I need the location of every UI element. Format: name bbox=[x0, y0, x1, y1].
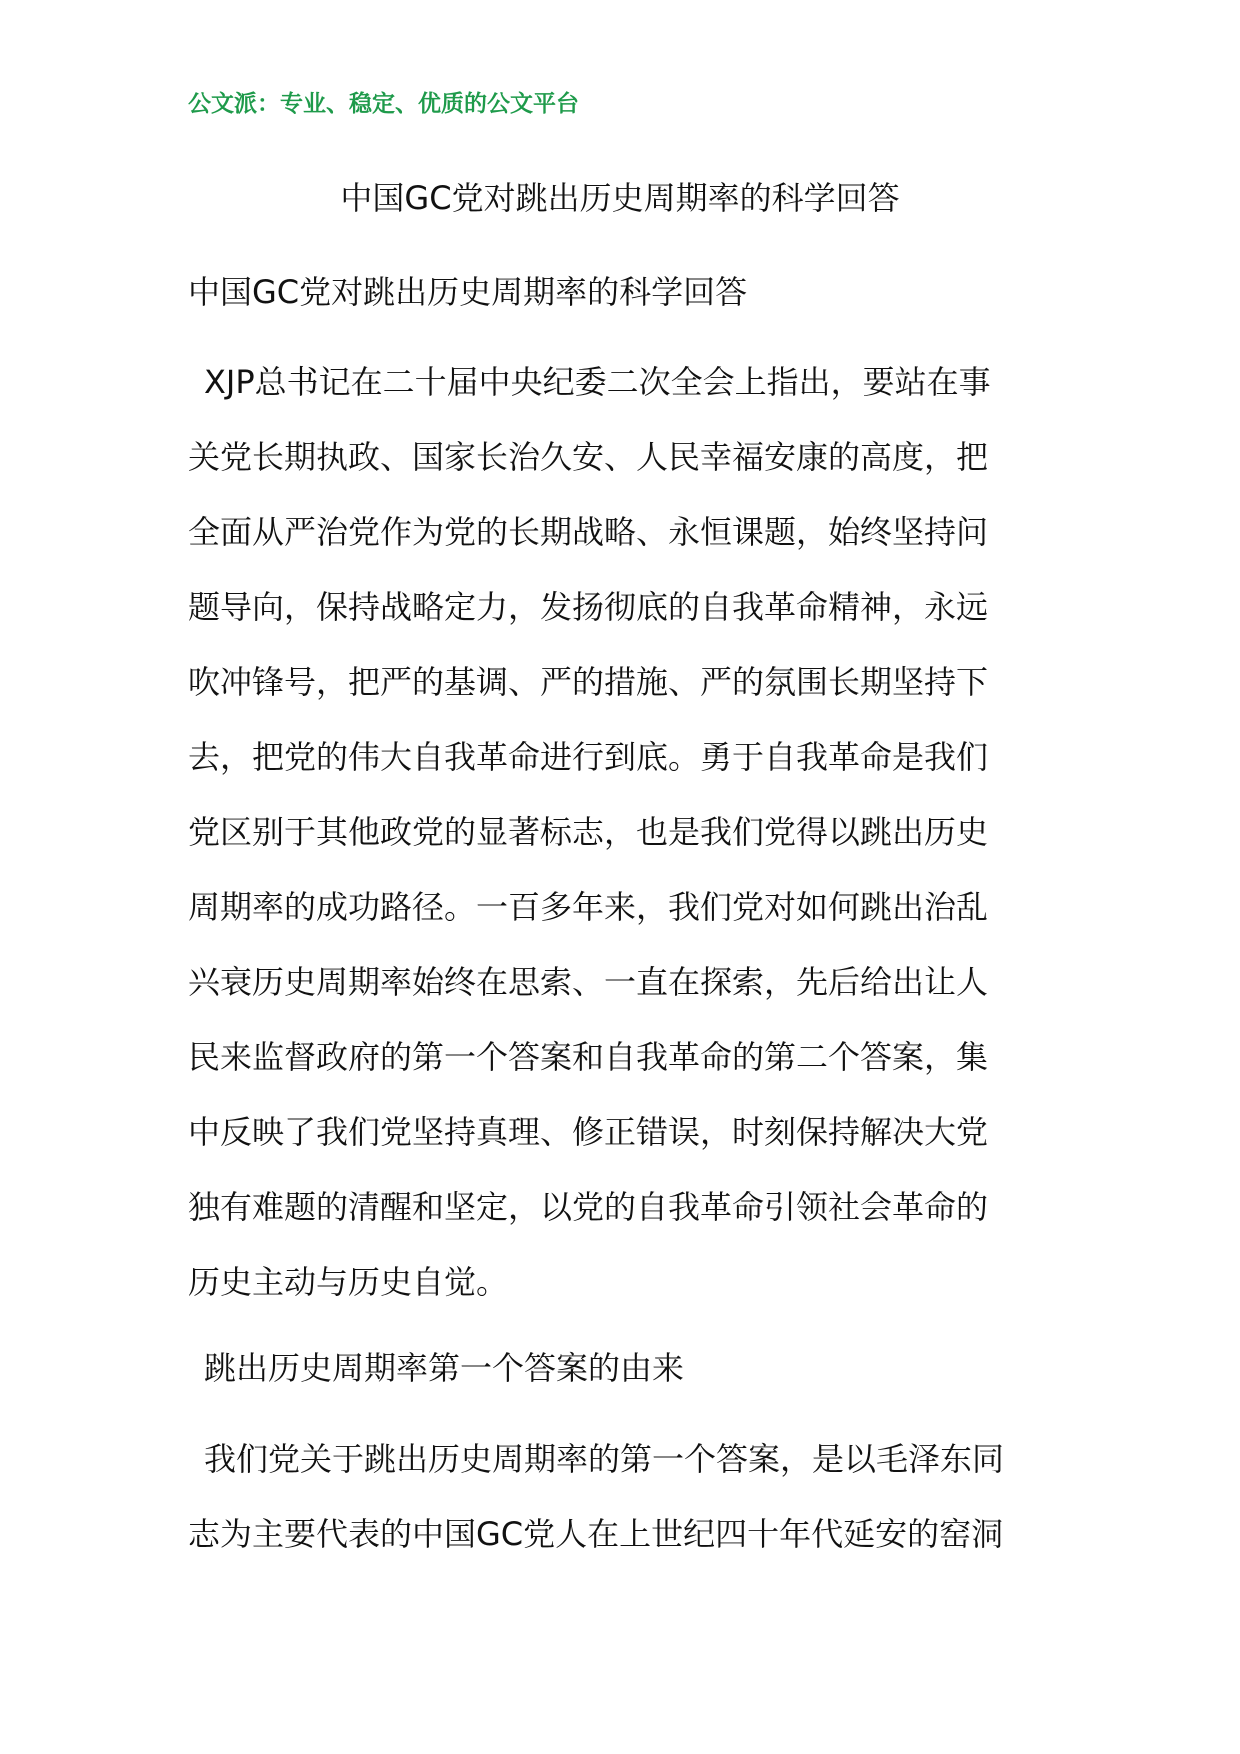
paragraph-line: 周期率的成功路径。一百多年来，我们党对如何跳出治乱 bbox=[188, 888, 989, 926]
paragraph-line: 关党长期执政、国家长治久安、人民幸福安康的高度，把 bbox=[188, 438, 989, 476]
paragraph-line: 题导向，保持战略定力，发扬彻底的自我革命精神，永远 bbox=[188, 588, 989, 626]
paragraph-line: 中反映了我们党坚持真理、修正错误，时刻保持解决大党 bbox=[188, 1113, 989, 1151]
paragraph-line: 吹冲锋号，把严的基调、严的措施、严的氛围长期坚持下 bbox=[188, 663, 989, 701]
paragraph-line: 全面从严治党作为党的长期战略、永恒课题，始终坚持问 bbox=[188, 513, 989, 551]
brand-header: 公文派：专业、稳定、优质的公文平台 bbox=[188, 91, 579, 117]
paragraph-line: 我们党关于跳出历史周期率的第一个答案，是以毛泽东同 bbox=[204, 1440, 1005, 1478]
paragraph-line: 志为主要代表的中国GC党人在上世纪四十年代延安的窑洞 bbox=[188, 1515, 1004, 1553]
paragraph-line: 党区别于其他政党的显著标志，也是我们党得以跳出历史 bbox=[188, 813, 989, 851]
paragraph-line: 兴衰历史周期率始终在思索、一直在探索，先后给出让人 bbox=[188, 963, 989, 1001]
body-paragraph-2 bbox=[188, 1422, 1052, 1572]
paragraph-line: 历史主动与历史自觉。 bbox=[188, 1263, 509, 1301]
paragraph-line: 民来监督政府的第一个答案和自我革命的第二个答案，集 bbox=[188, 1038, 989, 1076]
body-paragraph-1 bbox=[188, 345, 1052, 1320]
document-subtitle: 中国GC党对跳出历史周期率的科学回答 bbox=[188, 273, 748, 311]
paragraph-line: 独有难题的清醒和坚定，以党的自我革命引领社会革命的 bbox=[188, 1188, 989, 1226]
paragraph-line: 去，把党的伟大自我革命进行到底。勇于自我革命是我们 bbox=[188, 738, 989, 776]
document-title: 中国GC党对跳出历史周期率的科学回答 bbox=[340, 179, 900, 217]
section-heading: 跳出历史周期率第一个答案的由来 bbox=[204, 1349, 685, 1387]
paragraph-line: XJP总书记在二十届中央纪委二次全会上指出，要站在事 bbox=[204, 363, 991, 401]
